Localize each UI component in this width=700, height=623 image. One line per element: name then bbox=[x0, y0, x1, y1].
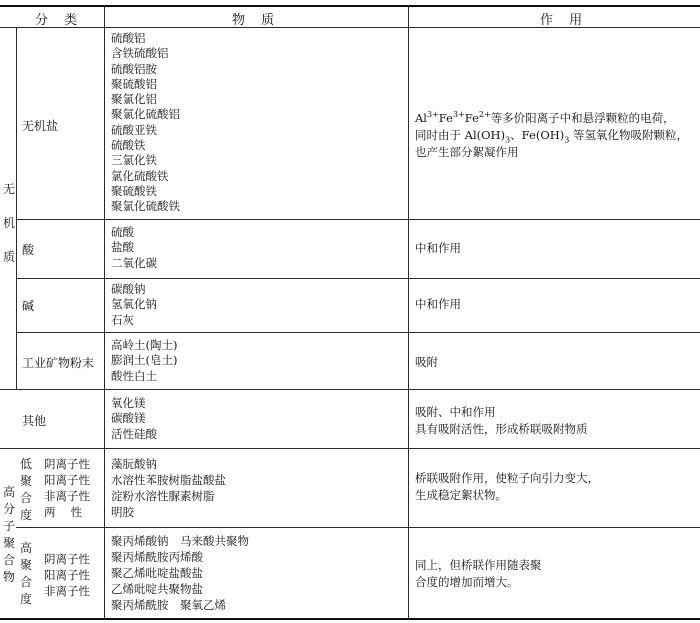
other-effect bbox=[415, 404, 588, 438]
list-item: 二氧化碳 bbox=[111, 255, 157, 270]
acid-list bbox=[111, 225, 157, 271]
salts-label: 无机盐 bbox=[22, 119, 59, 133]
list-item: 氧化镁 bbox=[111, 396, 146, 410]
list-item: 聚氯化硫酸铝 bbox=[111, 107, 180, 122]
list-item: 含铁硫酸铝 bbox=[111, 46, 169, 61]
high-polymer-effect bbox=[415, 557, 542, 591]
row-divider-alkali bbox=[16, 332, 700, 333]
high-polymer-effect-line: 合度的增加而增大。 bbox=[415, 575, 519, 589]
list-item: 藻朊酸钠 bbox=[111, 457, 157, 471]
list-item: 水溶性苯胺树脂盐酸盐 bbox=[111, 473, 226, 487]
list-item: 硫酸铝 bbox=[111, 31, 146, 45]
alkali-list bbox=[111, 282, 157, 328]
table-top-border bbox=[0, 5, 700, 7]
alkali-effect: 中和作用 bbox=[415, 297, 461, 311]
high-polymer-types bbox=[44, 551, 90, 599]
list-item: 石灰 bbox=[111, 312, 134, 327]
low-polymer-types bbox=[44, 456, 90, 520]
salts-effect-line1: $Al^{3+}Fe^{3+}Fe^{2+}$等多价阳离子中和悬浮颗粒的电荷， bbox=[415, 110, 675, 125]
inorganic-label: 无机质 bbox=[2, 182, 15, 264]
mineral-list bbox=[111, 338, 177, 384]
list-item: 氢氧化钠 bbox=[111, 297, 157, 312]
other-label: 其他 bbox=[22, 414, 47, 428]
list-item: 高岭土(陶土) bbox=[111, 338, 178, 352]
alkali-label: 碱 bbox=[22, 299, 35, 313]
low-polymer-list bbox=[111, 456, 226, 520]
high-polymer-label: 高聚合度 bbox=[19, 541, 32, 606]
table-bottom-border bbox=[0, 618, 700, 620]
header-bottom-border bbox=[0, 27, 700, 28]
header-substance: 物 质 bbox=[232, 13, 281, 28]
list-item: 碳酸钠 bbox=[111, 282, 146, 296]
list-item: 聚乙烯吡啶盐酸盐 bbox=[111, 566, 203, 580]
row-divider-other bbox=[0, 448, 700, 449]
list-item: 硫酸铝胺 bbox=[111, 61, 157, 76]
salts-list bbox=[111, 31, 180, 215]
list-item: 盐酸 bbox=[111, 240, 134, 255]
polymer-label: 高分子聚合物 bbox=[2, 485, 15, 584]
list-item: 硫酸亚铁 bbox=[111, 122, 157, 137]
mineral-effect: 吸附 bbox=[415, 355, 438, 369]
list-item: 非离子性 bbox=[44, 584, 90, 598]
list-item: 聚硫酸铝 bbox=[111, 76, 157, 91]
list-item: 膨润土(皂土) bbox=[111, 353, 178, 368]
header-effect: 作 用 bbox=[540, 13, 589, 28]
list-item: 聚硫酸铁 bbox=[111, 183, 157, 198]
other-effect-line: 吸附、中和作用 bbox=[415, 405, 496, 419]
list-item: 阴离子性 bbox=[44, 552, 90, 566]
list-item: 三氯化铁 bbox=[111, 153, 157, 168]
list-item: 氯化硫酸铁 bbox=[111, 168, 169, 183]
list-item: 非离子性 bbox=[44, 489, 90, 503]
list-item: 硫酸铁 bbox=[111, 138, 146, 153]
other-effect-line: 具有吸附活性，形成桥联吸附物质 bbox=[415, 422, 588, 436]
acid-label: 酸 bbox=[22, 243, 35, 257]
list-item: 聚丙烯酰胺 聚氧乙烯 bbox=[111, 598, 226, 612]
list-item: 淀粉水溶性脲素树脂 bbox=[111, 489, 215, 503]
list-item: 聚丙烯酰胺丙烯酸 bbox=[111, 550, 203, 564]
list-item: 阴离子性 bbox=[44, 457, 90, 471]
list-item: 聚丙烯酸钠 马来酸共聚物 bbox=[111, 534, 249, 548]
low-polymer-label: 低聚合度 bbox=[19, 457, 32, 522]
list-item: 碳酸镁 bbox=[111, 411, 146, 426]
list-item: 明胶 bbox=[111, 505, 134, 519]
salts-effect-line3: 也产生部分絮凝作用 bbox=[415, 145, 519, 159]
header-category: 分 类 bbox=[35, 13, 84, 28]
low-polymer-effect bbox=[415, 470, 599, 504]
row-divider-acid bbox=[16, 278, 700, 279]
list-item: 两 性 bbox=[44, 505, 83, 519]
list-item: 阳离子性 bbox=[44, 568, 90, 582]
salts-effect-line2: 同时由于 $Al(OH)_3$、$Fe(OH)_3$ 等氢氧化物吸附颗粒， bbox=[415, 128, 689, 145]
column-divider-inorganic-sub bbox=[16, 27, 17, 389]
salts-effect bbox=[415, 110, 688, 161]
list-item: 活性硅酸 bbox=[111, 426, 157, 441]
list-item: 乙烯吡啶共聚物盐 bbox=[111, 582, 203, 596]
high-polymer-effect-line: 同上，但桥联作用随表聚 bbox=[415, 558, 542, 572]
acid-effect: 中和作用 bbox=[415, 241, 461, 255]
list-item: 硫酸 bbox=[111, 225, 134, 239]
low-polymer-effect-line: 生成稳定絮状物。 bbox=[415, 488, 507, 502]
row-divider-inorganic bbox=[0, 389, 700, 390]
list-item: 聚氯化铝 bbox=[111, 92, 157, 107]
high-polymer-list bbox=[111, 533, 249, 613]
other-list bbox=[111, 396, 157, 442]
list-item: 聚氯化硫酸铁 bbox=[111, 199, 180, 214]
row-divider-low-polymer bbox=[16, 527, 700, 528]
list-item: 阳离子性 bbox=[44, 473, 90, 487]
low-polymer-effect-line: 桥联吸附作用，使粒子向引力变大， bbox=[415, 471, 599, 485]
row-divider-salts bbox=[16, 219, 700, 220]
mineral-label: 工业矿物粉末 bbox=[22, 356, 95, 370]
list-item: 酸性白土 bbox=[111, 368, 157, 383]
